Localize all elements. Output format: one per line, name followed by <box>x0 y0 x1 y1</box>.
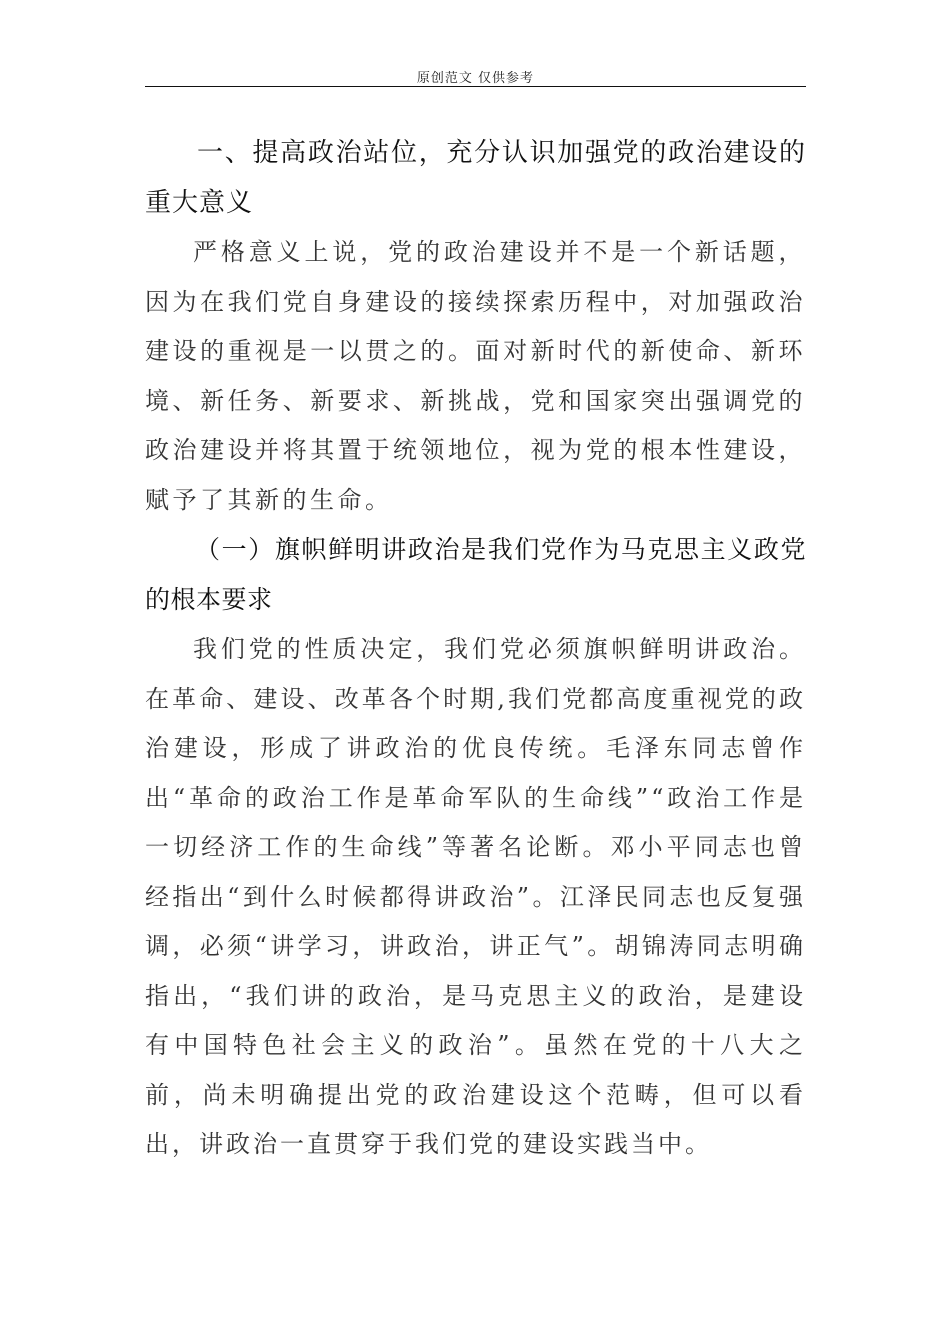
body-paragraph-2: 我们党的性质决定，我们党必须旗帜鲜明讲政治。在革命、建设、改革各个时期,我们党都高度重视党的政治建设，形成了讲政治的优良传统。毛泽东同志曾作出“革命的政治工作是革命军队的生命线”“政治工作是一切经济工作的生命线”等著名论断。邓小平同志也曾经指出“到什么时候都得讲政治”。江泽民同志也反复强调，必须“讲学习，讲政治，讲正气”。胡锦涛同志明确指出，“我们讲的政治，是马克思主义的政治，是建设有中国特色社会主义的政治”。虽然在党的十八大之前，尚未明确提出党的政治建设这个范畴，但可以看出，讲政治一直贯穿于我们党的建设实践当中。 <box>145 635 806 1158</box>
subsection-heading-1: （一）旗帜鲜明讲政治是我们党作为马克思主义政党的根本要求 <box>145 535 806 614</box>
page-header <box>145 64 806 87</box>
header-text: 原创范文 仅供参考 <box>416 71 535 86</box>
document-body <box>145 128 806 1170</box>
body-paragraph-1: 严格意义上说，党的政治建设并不是一个新话题，因为在我们党自身建设的接续探索历程中，对加强政治建设的重视是一以贯之的。面对新时代的新使命、新环境、新任务、新要求、新挑战，党和国家突出强调党的政治建设并将其置于统领地位，视为党的根本性建设，赋予了其新的生命。 <box>145 238 806 514</box>
section-heading-1: 一、提高政治站位，充分认识加强党的政治建设的重大意义 <box>145 138 806 218</box>
